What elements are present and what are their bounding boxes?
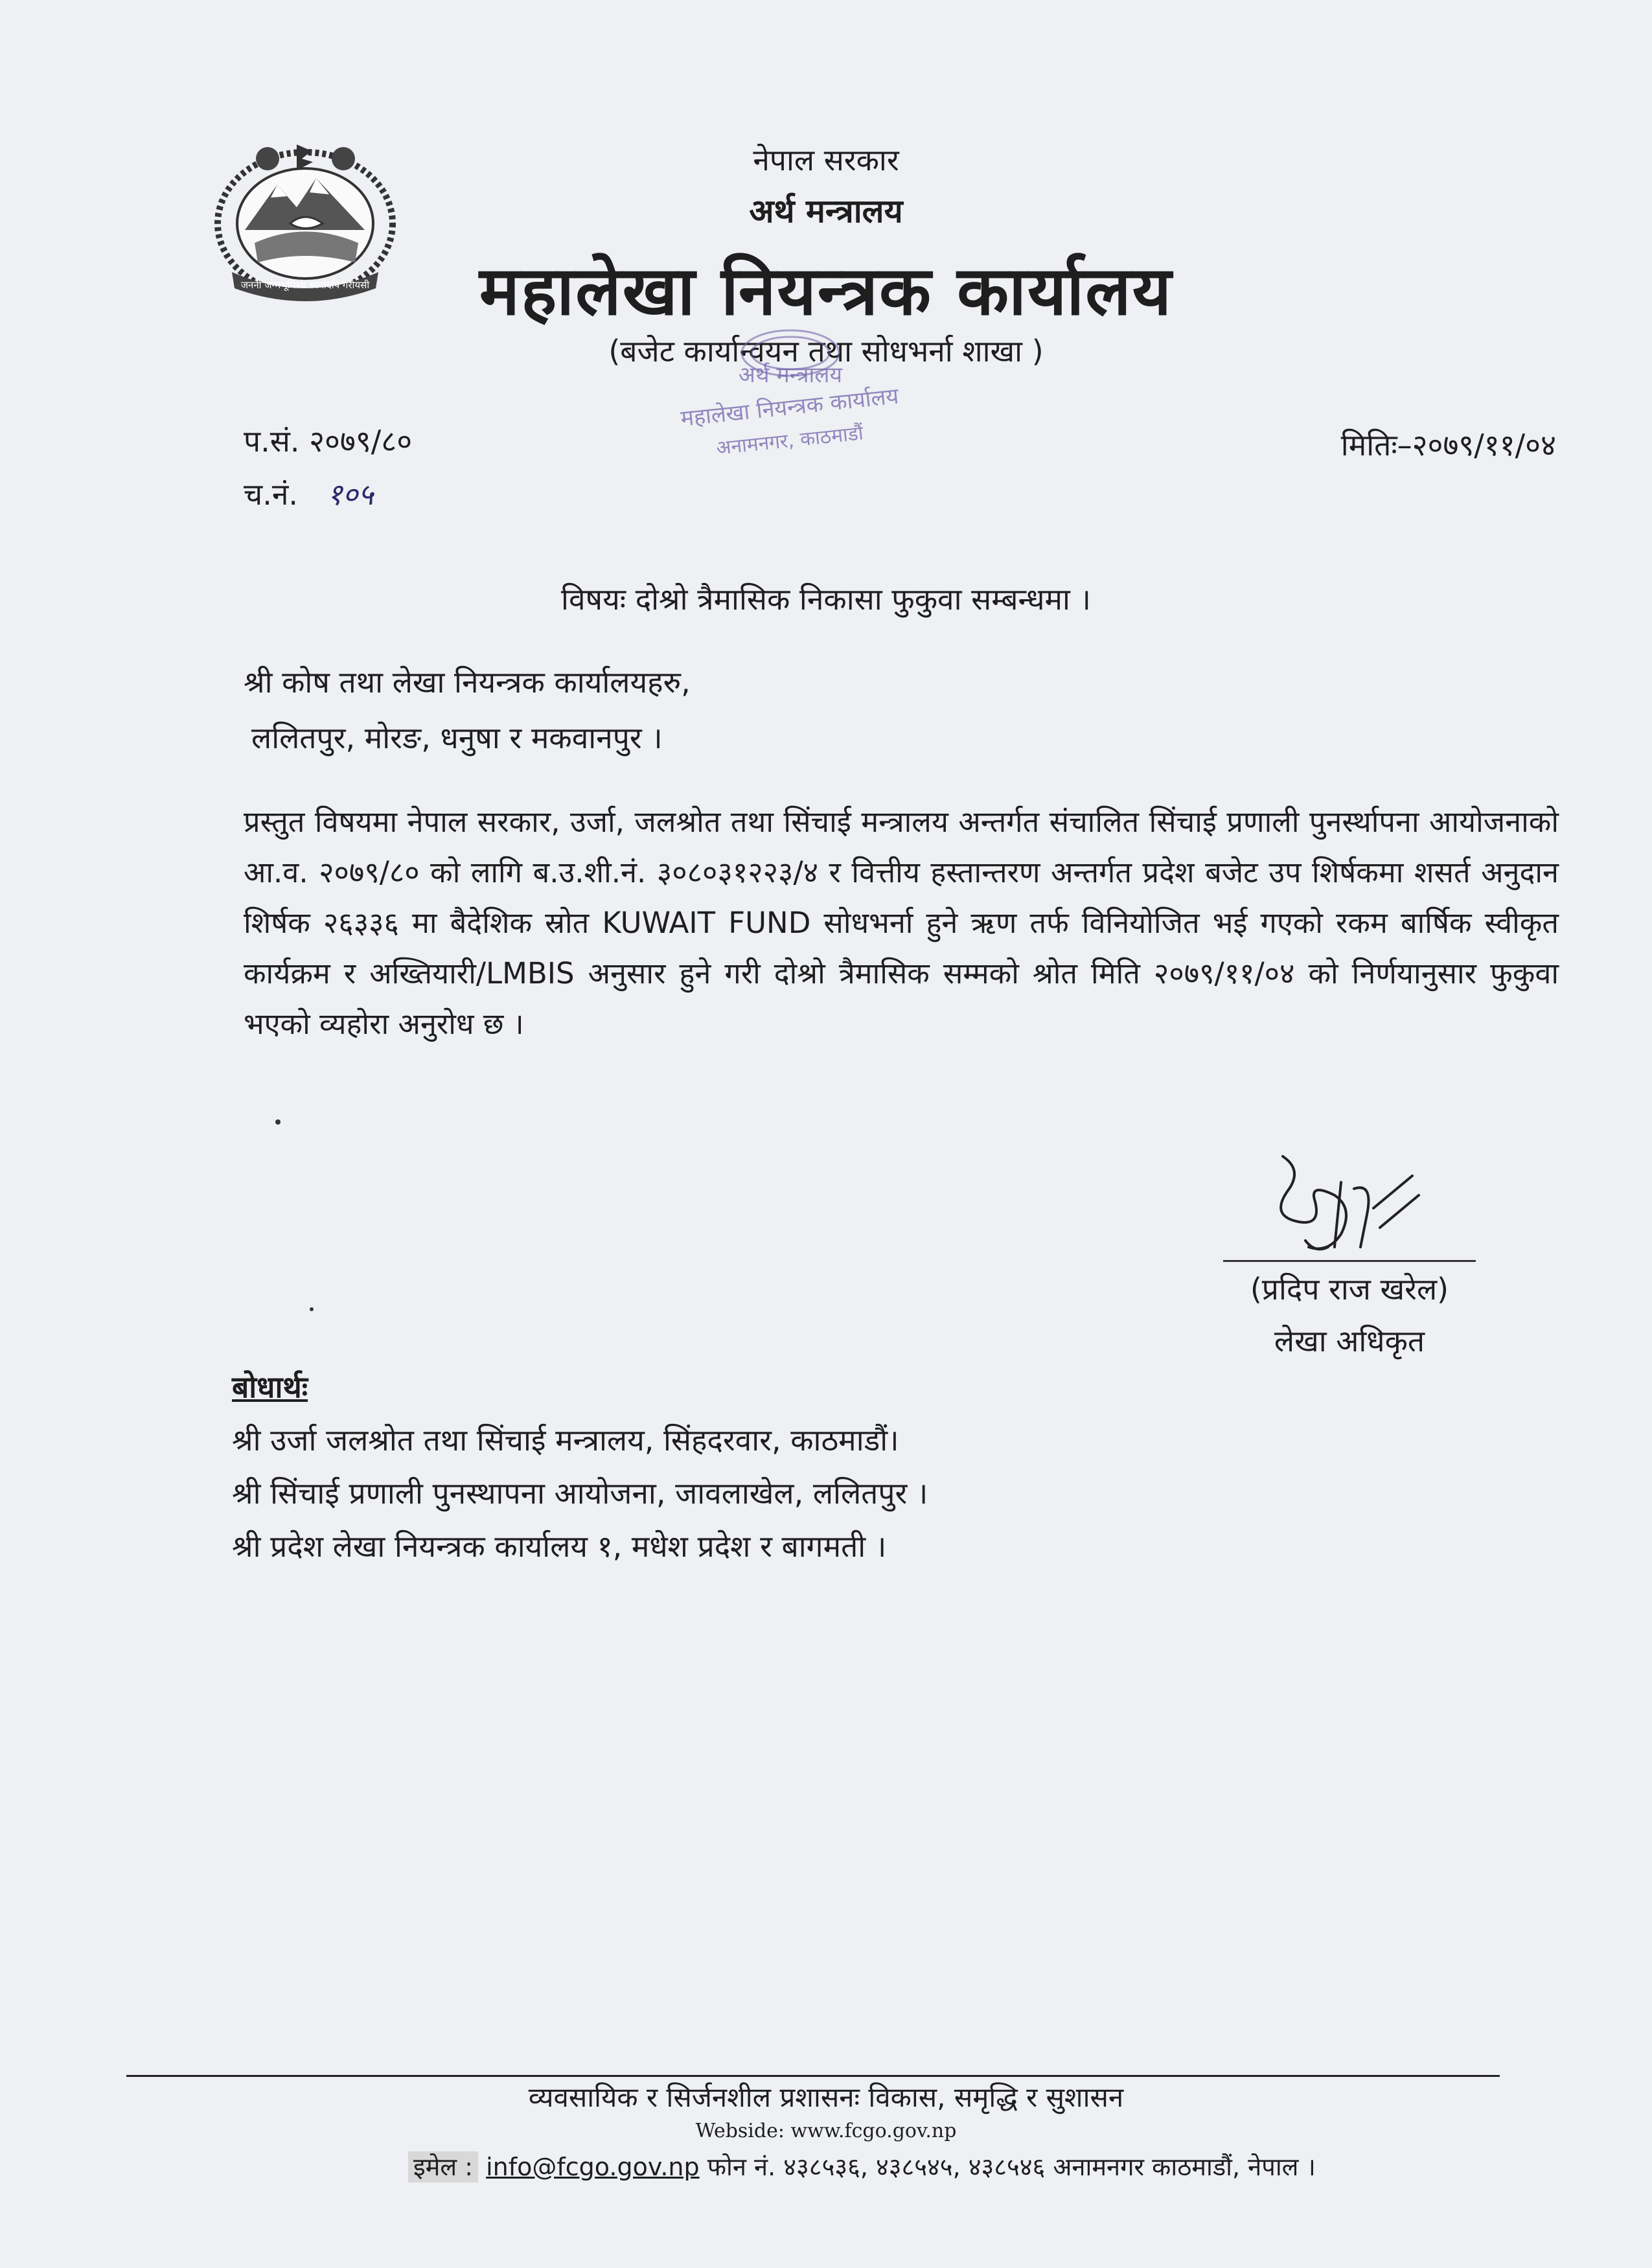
- letter-date: मितिः–२०७९/११/०४: [1340, 428, 1556, 463]
- branch-heading: (बजेट कार्यान्वयन तथा सोधभर्ना शाखा ): [608, 334, 1044, 369]
- signatory-name: (प्रदिप राज खरेल): [1250, 1272, 1449, 1307]
- emblem-motto: जननी जन्मभूमिश्च स्वर्गादपि गरीयसी: [240, 279, 370, 291]
- dispatch-label: च.नं.: [244, 477, 298, 512]
- letter-body: प्रस्तुत विषयमा नेपाल सरकार, उर्जा, जलश्रोत तथा सिंचाई मन्त्रालय अन्तर्गत संचालित सिंचाई प्रणाली पुनर्स्थापना आयोजनाको आ.व. २०७९/८० को लागि ब.उ.शी.नं. ३०८०३१२२३/४ र वित्तीय हस्तान्तरण अन्तर्गत प्रदेश बजेट उप शिर्षकमा शसर्त अनुदान शिर्षक २६३३६ मा बैदेशिक स्रोत KUWAIT FUND सोधभर्ना हुने ऋण तर्फ विनियोजित भई गएको रकम बार्षिक स्वीकृत कार्यक्रम र अख्तियारी/LMBIS अनुसार हुने गरी दोश्रो त्रैमासिक सम्मको श्रोत मिति २०७९/११/०४ को निर्णयानुसार फुकुवा भएको व्यहोरा अनुरोध छ ।: [244, 805, 1559, 1041]
- signature-line: [1223, 1260, 1476, 1262]
- ministry-heading: अर्थ मन्त्रालय: [749, 192, 903, 230]
- speck-mark: [275, 1119, 281, 1125]
- footer-contact: [408, 2149, 1316, 2183]
- letter-number: प.सं. २०७९/८०: [244, 424, 413, 459]
- letter-subject: विषयः दोश्रो त्रैमासिक निकासा फुकुवा सम्बन्धमा ।: [561, 582, 1091, 617]
- dispatch-number: [244, 468, 412, 521]
- office-title: महालेखा नियन्त्रक कार्यालय: [479, 251, 1173, 330]
- phone-address: फोन नं. ४३८५३६, ४३८५४५, ४३८५४६ अनामनगर काठमाडौं, नेपाल ।: [707, 2153, 1316, 2181]
- signatory-block: [1223, 1263, 1476, 1367]
- cc-item: श्री प्रदेश लेखा नियन्त्रक कार्यालय १, मधेश प्रदेश र बागमती ।: [232, 1529, 887, 1564]
- footer-rule: [126, 2075, 1500, 2077]
- cc-item: श्री सिंचाई प्रणाली पुनस्थापना आयोजना, जावलाखेल, ललितपुर ।: [232, 1476, 928, 1511]
- cc-item: श्री उर्जा जलश्रोत तथा सिंचाई मन्त्रालय, सिंहदरवार, काठमाडौं।: [232, 1423, 899, 1458]
- stamp-line-1: अर्थ मन्त्रालय: [738, 362, 843, 388]
- footer-motto: व्यवसायिक र सिर्जनशील प्रशासनः विकास, समृद्धि र सुशासन: [528, 2081, 1124, 2113]
- addressee-line-1: श्री कोष तथा लेखा नियन्त्रक कार्यालयहरु,: [244, 665, 691, 700]
- reference-block: [244, 415, 412, 521]
- addressee-block: [244, 654, 691, 766]
- addressee-line-2: ललितपुर, मोरङ, धनुषा र मकवानपुर ।: [251, 720, 663, 755]
- speck-mark: [310, 1307, 314, 1311]
- stamp-line-2: महालेखा नियन्त्रक कार्यालय: [679, 383, 901, 432]
- footer-website: Webside: www.fcgo.gov.np: [695, 2120, 957, 2142]
- cc-title: बोधार्थः: [232, 1369, 308, 1404]
- government-heading: नेपाल सरकार: [753, 143, 899, 178]
- dispatch-value: १०५: [327, 477, 374, 512]
- cc-block: [232, 1360, 928, 1573]
- stamp-line-3: अनामनगर, काठमाडौं: [715, 422, 865, 460]
- signatory-designation: लेखा अधिकृत: [1274, 1323, 1425, 1358]
- email-link[interactable]: info@fcgo.gov.np: [486, 2153, 700, 2181]
- handwritten-signature-icon: [1244, 1143, 1438, 1266]
- office-stamp-icon: [654, 327, 926, 476]
- email-label: इमेल :: [408, 2151, 478, 2182]
